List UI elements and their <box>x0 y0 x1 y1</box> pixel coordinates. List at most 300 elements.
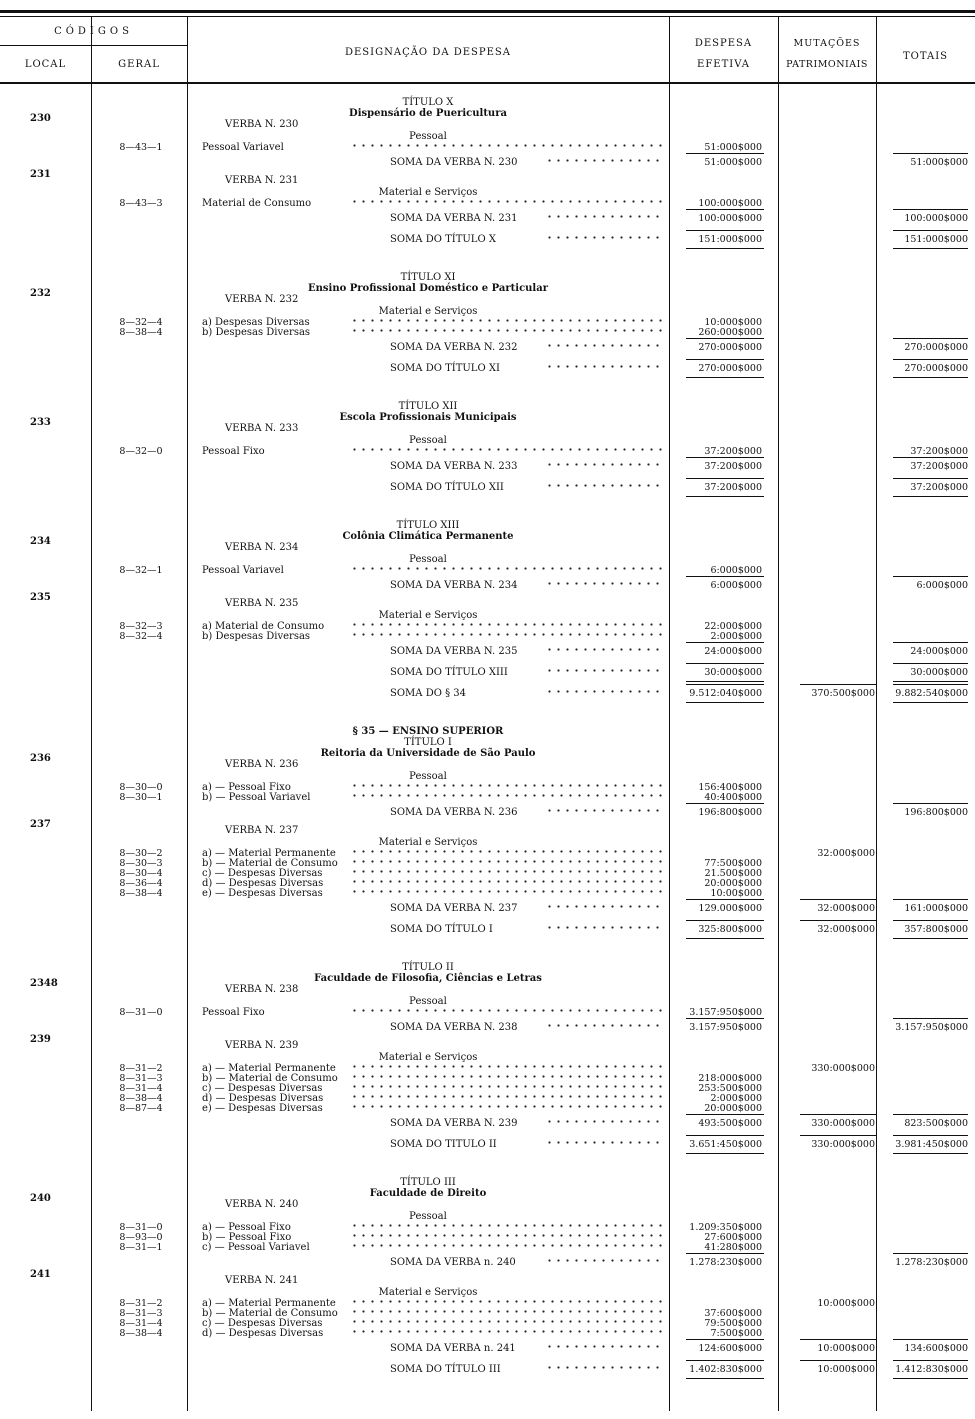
dot-leader <box>350 1084 664 1094</box>
dot-leader <box>545 581 665 591</box>
category-label: Material e Serviços <box>378 187 478 198</box>
despesa-value: 3.157:950$000 <box>689 1007 762 1018</box>
dot-leader <box>545 1258 665 1268</box>
col-rule-local <box>91 16 92 1411</box>
sum-rule-totais <box>893 1135 968 1136</box>
header-despesa-1: DESPESA <box>694 38 753 49</box>
dot-leader <box>350 1223 664 1233</box>
dot-leader <box>545 214 665 224</box>
despesa-total: 3.157:950$000 <box>689 1022 762 1033</box>
totais-total: 3.157:950$000 <box>895 1022 968 1033</box>
despesa-total: 37:200$000 <box>704 461 762 472</box>
category-label: Pessoal <box>409 996 447 1007</box>
sum-rule-despesa <box>686 230 764 231</box>
double-rule-totais <box>893 938 968 939</box>
category-label: Material e Serviços <box>378 837 478 848</box>
despesa-total: 3.651:450$000 <box>689 1139 762 1150</box>
dot-leader <box>545 483 665 493</box>
col-rule-mutacoes <box>876 16 877 1411</box>
section-heading: Ensino Profissional Doméstico e Particular <box>308 283 548 294</box>
section-heading: TÍTULO I <box>404 737 452 748</box>
dot-leader <box>545 647 665 657</box>
geral-code: 8—30—4 <box>119 868 163 879</box>
section-heading: Faculdade de Direito <box>369 1188 487 1199</box>
despesa-total: 129.000$000 <box>698 903 762 914</box>
item-label: a) Despesas Diversas <box>202 317 310 328</box>
item-label: b) Despesas Diversas <box>202 327 311 338</box>
sum-rule-totais <box>893 1253 968 1254</box>
mutacoes-total: 32:000$000 <box>817 903 875 914</box>
item-label: Material de Consumo <box>202 198 312 209</box>
dot-leader <box>545 668 665 678</box>
dot-leader <box>350 632 664 642</box>
item-label: e) — Despesas Diversas <box>202 888 323 899</box>
item-label: b) — Material de Consumo <box>202 858 338 869</box>
local-code: 236 <box>30 753 51 764</box>
local-code: 231 <box>30 169 51 180</box>
dot-leader <box>350 622 664 632</box>
local-code: 240 <box>30 1193 51 1204</box>
totais-total: 1.412:830$000 <box>895 1364 968 1375</box>
local-code: 235 <box>30 592 51 603</box>
despesa-total: 196:800$000 <box>698 807 762 818</box>
dot-leader <box>545 1140 665 1150</box>
section-heading: § 35 — ENSINO SUPERIOR <box>352 726 504 737</box>
dot-leader <box>545 1344 665 1354</box>
dot-leader <box>350 793 664 803</box>
top-rule-thin <box>0 16 975 17</box>
mutacoes-total: 330:000$000 <box>811 1139 875 1150</box>
verba-label: VERBA N. 239 <box>225 1040 299 1051</box>
category-label: Pessoal <box>409 1211 447 1222</box>
sum-label: SOMA DA VERBA N. 230 <box>390 157 518 168</box>
sum-label: SOMA DA VERBA N. 236 <box>390 807 518 818</box>
despesa-total: 151:000$000 <box>698 234 762 245</box>
totais-total: 357:800$000 <box>904 924 968 935</box>
item-label: c) — Despesas Diversas <box>202 1083 323 1094</box>
dot-leader <box>350 143 664 153</box>
geral-code: 8—38—4 <box>119 1328 163 1339</box>
double-rule-despesa <box>686 702 764 703</box>
item-label: a) — Material Permanente <box>202 1063 336 1074</box>
sum-label: SOMA DO TÍTULO I <box>390 924 493 935</box>
despesa-value: 77:500$000 <box>704 858 762 869</box>
category-label: Material e Serviços <box>378 1052 478 1063</box>
despesa-total: 1.278:230$000 <box>689 1257 762 1268</box>
despesa-value: 51:000$000 <box>704 142 762 153</box>
item-label: d) — Despesas Diversas <box>202 1093 324 1104</box>
geral-code: 8—31—2 <box>119 1063 163 1074</box>
totais-total: 37:200$000 <box>910 482 968 493</box>
despesa-value: 2:000$000 <box>710 1093 762 1104</box>
dot-leader <box>545 1365 665 1375</box>
double-rule-totais <box>893 496 968 497</box>
item-label: b) — Material de Consumo <box>202 1073 338 1084</box>
item-label: Pessoal Variavel <box>202 142 284 153</box>
sum-rule-despesa <box>686 576 764 577</box>
verba-label: VERBA N. 235 <box>225 598 299 609</box>
sum-rule-mutacoes <box>800 1360 876 1361</box>
dot-leader <box>545 904 665 914</box>
dot-leader <box>350 869 664 879</box>
item-label: a) — Pessoal Fixo <box>202 782 291 793</box>
sum-rule-mutacoes <box>800 1339 876 1340</box>
local-code: 239 <box>30 1034 51 1045</box>
geral-code: 8—31—4 <box>119 1318 163 1329</box>
verba-label: VERBA N. 232 <box>225 294 299 305</box>
double-rule-despesa <box>686 1153 764 1154</box>
despesa-value: 41:280$000 <box>704 1242 762 1253</box>
sum-label: SOMA DA VERBA n. 241 <box>390 1343 516 1354</box>
totais-total: 9.882:540$000 <box>895 688 968 699</box>
sum-rule-despesa <box>686 1339 764 1340</box>
dot-leader <box>350 1008 664 1018</box>
item-label: a) Material de Consumo <box>202 621 325 632</box>
totais-total: 30:000$000 <box>910 667 968 678</box>
geral-code: 8—31—1 <box>119 1242 163 1253</box>
dot-leader <box>350 1243 664 1253</box>
section-heading: TÍTULO XII <box>398 401 458 412</box>
sum-label: SOMA DO TÍTULO X <box>390 234 496 245</box>
col-rule-geral <box>187 16 188 1411</box>
sum-rule-despesa <box>686 1114 764 1115</box>
header-local: LOCAL <box>24 59 67 70</box>
local-code: 241 <box>30 1269 51 1280</box>
mutacoes-value: 32:000$000 <box>817 848 875 859</box>
despesa-value: 2:000$000 <box>710 631 762 642</box>
geral-code: 8—30—2 <box>119 848 163 859</box>
sum-label: SOMA DA VERBA N. 232 <box>390 342 518 353</box>
sum-rule-despesa <box>686 803 764 804</box>
sum-rule-mutacoes <box>800 684 876 685</box>
despesa-total: 51:000$000 <box>704 157 762 168</box>
verba-label: VERBA N. 236 <box>225 759 299 770</box>
section-heading: Dispensário de Puericultura <box>349 108 507 119</box>
despesa-value: 6:000$000 <box>710 565 762 576</box>
item-label: Pessoal Fixo <box>202 1007 265 1018</box>
local-code: 230 <box>30 113 51 124</box>
double-rule-despesa <box>686 377 764 378</box>
category-label: Pessoal <box>409 435 447 446</box>
col-rule-designacao <box>669 16 670 1411</box>
sum-rule-totais <box>893 1339 968 1340</box>
mutacoes-total: 10:000$000 <box>817 1343 875 1354</box>
dot-leader <box>350 783 664 793</box>
geral-code: 8—38—4 <box>119 327 163 338</box>
sum-rule-totais <box>893 478 968 479</box>
header-geral: GERAL <box>118 59 160 70</box>
despesa-value: 27:600$000 <box>704 1232 762 1243</box>
despesa-value: 253:500$000 <box>698 1083 762 1094</box>
despesa-value: 37:200$000 <box>704 446 762 457</box>
dot-leader <box>350 328 664 338</box>
dot-leader <box>350 889 664 899</box>
geral-code: 8—32—3 <box>119 621 163 632</box>
despesa-value: 156:400$000 <box>698 782 762 793</box>
sum-rule-totais <box>893 576 968 577</box>
double-rule-totais <box>893 681 968 682</box>
geral-code: 8—38—4 <box>119 1093 163 1104</box>
header-mutacoes-2: PATRIMONIAIS <box>786 59 868 70</box>
despesa-value: 100:000$000 <box>698 198 762 209</box>
despesa-total: 270:000$000 <box>698 363 762 374</box>
geral-code: 8—32—0 <box>119 446 163 457</box>
double-rule-despesa <box>686 938 764 939</box>
dot-leader <box>350 1233 664 1243</box>
dot-leader <box>545 364 665 374</box>
section-heading: TÍTULO X <box>402 97 454 108</box>
sum-rule-despesa <box>686 359 764 360</box>
despesa-value: 20:000$000 <box>704 878 762 889</box>
geral-code: 8—32—1 <box>119 565 163 576</box>
codigos-underline <box>0 45 187 46</box>
sum-rule-totais <box>893 663 968 664</box>
geral-code: 8—30—3 <box>119 858 163 869</box>
section-heading: TÍTULO III <box>400 1177 456 1188</box>
despesa-value: 10:00$000 <box>710 888 762 899</box>
double-rule-despesa <box>686 248 764 249</box>
sum-rule-totais <box>893 1360 968 1361</box>
despesa-total: 9.512:040$000 <box>689 688 762 699</box>
top-rule <box>0 10 975 13</box>
dot-leader <box>545 462 665 472</box>
despesa-total: 124:600$000 <box>698 1343 762 1354</box>
sum-rule-totais <box>893 899 968 900</box>
sum-rule-totais <box>893 1018 968 1019</box>
sum-rule-totais <box>893 1114 968 1115</box>
category-label: Material e Serviços <box>378 1287 478 1298</box>
sum-label: SOMA DA VERBA n. 240 <box>390 1257 516 1268</box>
sum-rule-totais <box>893 920 968 921</box>
sum-rule-totais <box>893 803 968 804</box>
sum-rule-despesa <box>686 920 764 921</box>
totais-total: 1.278:230$000 <box>895 1257 968 1268</box>
dot-leader <box>350 447 664 457</box>
verba-label: VERBA N. 241 <box>225 1275 299 1286</box>
item-label: e) — Despesas Diversas <box>202 1103 323 1114</box>
section-heading: TÍTULO XI <box>400 272 456 283</box>
totais-total: 151:000$000 <box>904 234 968 245</box>
sum-rule-despesa <box>686 642 764 643</box>
dot-leader <box>545 808 665 818</box>
double-rule-totais <box>893 1378 968 1379</box>
dot-leader <box>350 1094 664 1104</box>
sum-label: SOMA DO TÍTULO XII <box>390 482 504 493</box>
geral-code: 8—31—3 <box>119 1073 163 1084</box>
geral-code: 8—30—0 <box>119 782 163 793</box>
double-rule-totais <box>893 248 968 249</box>
despesa-value: 7:500$000 <box>710 1328 762 1339</box>
header-mutacoes-1: MUTAÇÕES <box>793 38 861 49</box>
category-label: Material e Serviços <box>378 306 478 317</box>
totais-total: 270:000$000 <box>904 342 968 353</box>
sum-label: SOMA DO TÍTULO XIII <box>390 667 508 678</box>
verba-label: VERBA N. 234 <box>225 542 299 553</box>
item-label: Pessoal Variavel <box>202 565 284 576</box>
sum-rule-mutacoes <box>800 899 876 900</box>
sum-rule-totais <box>893 153 968 154</box>
despesa-total: 270:000$000 <box>698 342 762 353</box>
item-label: a) — Pessoal Fixo <box>202 1222 291 1233</box>
geral-code: 8—32—4 <box>119 631 163 642</box>
sum-rule-despesa <box>686 1360 764 1361</box>
despesa-value: 37:600$000 <box>704 1308 762 1319</box>
header-bottom-rule <box>0 82 975 84</box>
header-designacao: DESIGNAÇÃO DA DESPESA <box>344 47 511 58</box>
section-heading: TÍTULO II <box>402 962 454 973</box>
dot-leader <box>545 158 665 168</box>
sum-rule-despesa <box>686 209 764 210</box>
geral-code: 8—43—1 <box>119 142 163 153</box>
sum-label: SOMA DA VERBA N. 233 <box>390 461 518 472</box>
despesa-total: 30:000$000 <box>704 667 762 678</box>
header-totais: TOTAIS <box>902 51 948 62</box>
sum-rule-despesa <box>686 478 764 479</box>
totais-total: 51:000$000 <box>910 157 968 168</box>
sum-label: SOMA DA VERBA N. 238 <box>390 1022 518 1033</box>
sum-rule-despesa <box>686 1135 764 1136</box>
sum-label: SOMA DO TÍTULO III <box>390 1364 501 1375</box>
sum-rule-despesa <box>686 457 764 458</box>
geral-code: 8—93—0 <box>119 1232 163 1243</box>
verba-label: VERBA N. 240 <box>225 1199 299 1210</box>
mutacoes-total: 330:000$000 <box>811 1118 875 1129</box>
despesa-value: 1.209:350$000 <box>689 1222 762 1233</box>
sum-rule-totais <box>893 230 968 231</box>
despesa-total: 100:000$000 <box>698 213 762 224</box>
mutacoes-total: 370:500$000 <box>811 688 875 699</box>
sum-rule-despesa <box>686 1253 764 1254</box>
mutacoes-total: 32:000$000 <box>817 924 875 935</box>
despesa-total: 24:000$000 <box>704 646 762 657</box>
local-code: 2348 <box>30 978 58 989</box>
dot-leader <box>350 1309 664 1319</box>
item-label: c) — Pessoal Variavel <box>202 1242 310 1253</box>
dot-leader <box>545 925 665 935</box>
sum-rule-totais <box>893 457 968 458</box>
sum-rule-despesa <box>686 663 764 664</box>
dot-leader <box>350 1329 664 1339</box>
sum-label: SOMA DA VERBA N. 231 <box>390 213 518 224</box>
dot-leader <box>350 859 664 869</box>
sum-rule-totais <box>893 684 968 685</box>
despesa-total: 6:000$000 <box>710 580 762 591</box>
section-heading: Faculdade de Filosofia, Ciências e Letras <box>314 973 542 984</box>
totais-total: 134:600$000 <box>904 1343 968 1354</box>
item-label: c) — Despesas Diversas <box>202 1318 323 1329</box>
totais-total: 6:000$000 <box>916 580 968 591</box>
sum-label: SOMA DA VERBA N. 237 <box>390 903 518 914</box>
item-label: d) — Despesas Diversas <box>202 1328 324 1339</box>
section-heading: TÍTULO XIII <box>396 520 460 531</box>
dot-leader <box>545 1023 665 1033</box>
item-label: b) — Pessoal Variavel <box>202 792 311 803</box>
sum-label: SOMA DA VERBA N. 235 <box>390 646 518 657</box>
totais-total: 270:000$000 <box>904 363 968 374</box>
geral-code: 8—36—4 <box>119 878 163 889</box>
despesa-value: 20:000$000 <box>704 1103 762 1114</box>
local-code: 234 <box>30 536 51 547</box>
dot-leader <box>350 1064 664 1074</box>
double-rule-totais <box>893 377 968 378</box>
sum-rule-mutacoes <box>800 920 876 921</box>
sum-rule-totais <box>893 642 968 643</box>
totais-total: 161:000$000 <box>904 903 968 914</box>
category-label: Material e Serviços <box>378 610 478 621</box>
item-label: a) — Material Permanente <box>202 848 336 859</box>
sum-rule-despesa <box>686 899 764 900</box>
item-label: b) Despesas Diversas <box>202 631 311 642</box>
sum-label: SOMA DO TÍTULO XI <box>390 363 500 374</box>
despesa-total: 1.402:830$000 <box>689 1364 762 1375</box>
geral-code: 8—31—4 <box>119 1083 163 1094</box>
totais-total: 37:200$000 <box>910 461 968 472</box>
sum-rule-totais <box>893 359 968 360</box>
dot-leader <box>350 1299 664 1309</box>
category-label: Pessoal <box>409 771 447 782</box>
item-label: b) — Pessoal Fixo <box>202 1232 292 1243</box>
despesa-value: 21.500$000 <box>704 868 762 879</box>
section-heading: Colônia Climática Permanente <box>342 531 514 542</box>
geral-code: 8—38—4 <box>119 888 163 899</box>
mutacoes-total: 10:000$000 <box>817 1364 875 1375</box>
verba-label: VERBA N. 238 <box>225 984 299 995</box>
dot-leader <box>545 689 665 699</box>
item-label: Pessoal Fixo <box>202 446 265 457</box>
sum-rule-despesa <box>686 338 764 339</box>
dot-leader <box>350 1074 664 1084</box>
verba-label: VERBA N. 233 <box>225 423 299 434</box>
dot-leader <box>350 849 664 859</box>
despesa-value: 260:000$000 <box>698 327 762 338</box>
totais-total: 823:500$000 <box>904 1118 968 1129</box>
sum-label: SOMA DO TITULO II <box>390 1139 497 1150</box>
geral-code: 8—43—3 <box>119 198 163 209</box>
dot-leader <box>545 1119 665 1129</box>
double-rule-totais <box>893 1153 968 1154</box>
dot-leader <box>350 879 664 889</box>
totais-total: 196:800$000 <box>904 807 968 818</box>
dot-leader <box>350 318 664 328</box>
despesa-value: 79:500$000 <box>704 1318 762 1329</box>
double-rule-despesa <box>686 496 764 497</box>
double-rule-despesa <box>686 1378 764 1379</box>
geral-code: 8—87—4 <box>119 1103 163 1114</box>
despesa-value: 40:400$000 <box>704 792 762 803</box>
verba-label: VERBA N. 231 <box>225 175 299 186</box>
despesa-value: 22:000$000 <box>704 621 762 632</box>
totais-total: 24:000$000 <box>910 646 968 657</box>
item-label: a) — Material Permanente <box>202 1298 336 1309</box>
section-heading: Reitoria da Universidade de São Paulo <box>320 748 536 759</box>
item-label: b) — Material de Consumo <box>202 1308 338 1319</box>
despesa-total: 37:200$000 <box>704 482 762 493</box>
sum-label: SOMA DA VERBA N. 234 <box>390 580 518 591</box>
dot-leader <box>350 1104 664 1114</box>
dot-leader <box>350 1319 664 1329</box>
mutacoes-value: 330:000$000 <box>811 1063 875 1074</box>
category-label: Pessoal <box>409 554 447 565</box>
category-label: Pessoal <box>409 131 447 142</box>
header-despesa-2: EFETIVA <box>697 59 750 70</box>
sum-label: SOMA DA VERBA N. 239 <box>390 1118 518 1129</box>
sum-rule-despesa <box>686 684 764 685</box>
sum-rule-despesa <box>686 153 764 154</box>
despesa-total: 493:500$000 <box>698 1118 762 1129</box>
dot-leader <box>350 566 664 576</box>
despesa-value: 218:000$000 <box>698 1073 762 1084</box>
local-code: 233 <box>30 417 51 428</box>
